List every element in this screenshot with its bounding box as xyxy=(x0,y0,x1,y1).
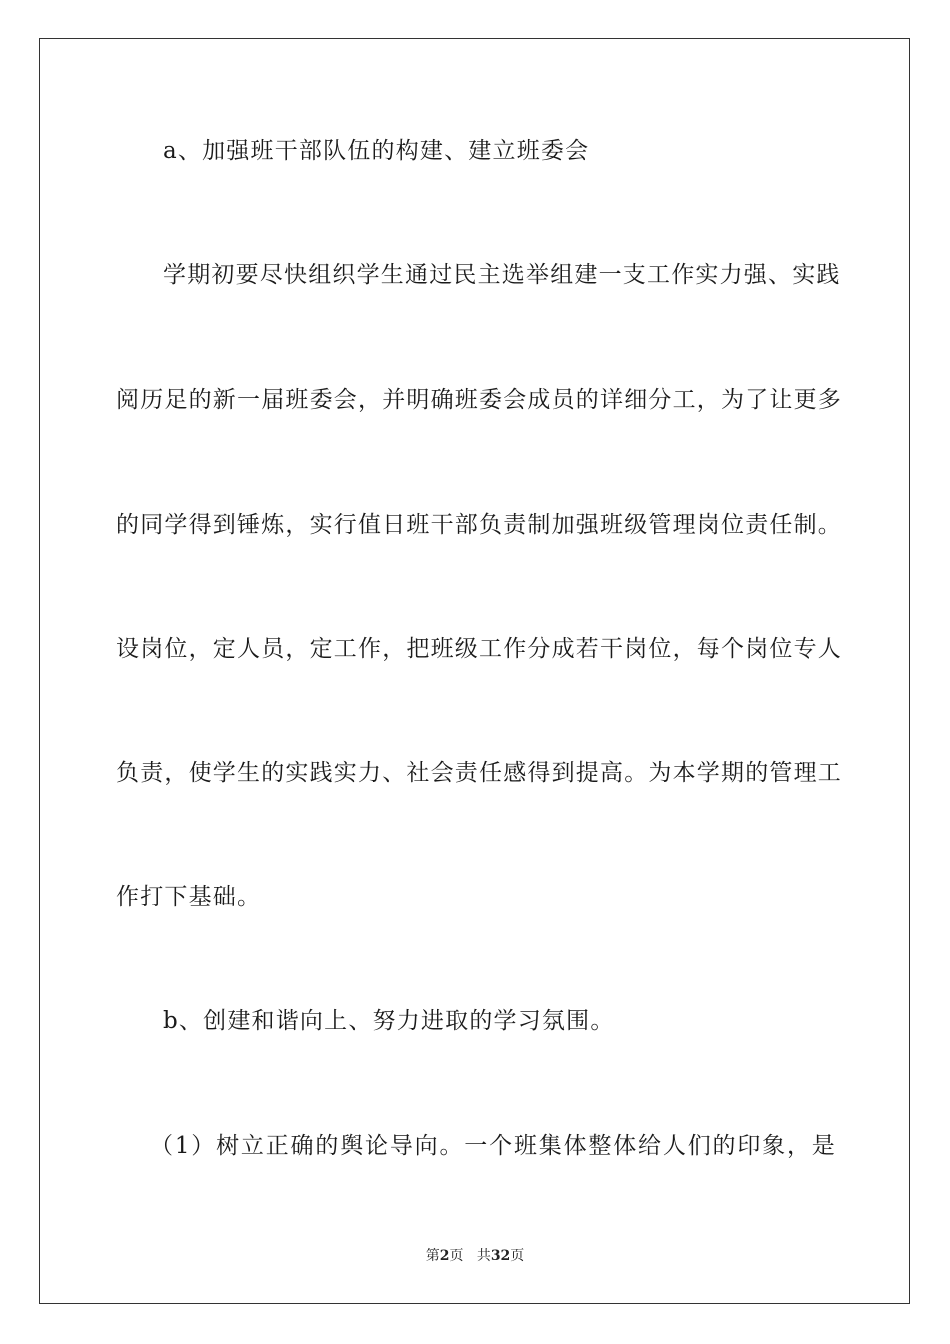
paragraph-line: 学期初要尽快组织学生通过民主选举组建一支工作实力强、实践 xyxy=(163,262,841,288)
total-prefix: 共 xyxy=(476,1248,491,1264)
paragraph-line: 阅历足的新一届班委会，并明确班委会成员的详细分工，为了让更多 xyxy=(116,387,842,413)
page-frame xyxy=(39,38,910,1304)
page-number: 2 xyxy=(439,1248,450,1264)
total-suffix: 页 xyxy=(510,1248,525,1264)
paragraph-line: （1）树立正确的舆论导向。一个班集体整体给人们的印象，是 xyxy=(150,1133,836,1159)
paragraph-line: 作打下基础。 xyxy=(116,884,262,910)
paragraph-line: 设岗位，定人员，定工作，把班级工作分成若干岗位，每个岗位专人 xyxy=(116,636,842,662)
page-suffix: 页 xyxy=(449,1248,464,1264)
heading-b: b、创建和谐向上、努力进取的学习氛围。 xyxy=(163,1008,615,1034)
heading-a: a、加强班干部队伍的构建、建立班委会 xyxy=(163,138,590,164)
page-footer xyxy=(0,1247,950,1265)
paragraph-line: 负责，使学生的实践实力、社会责任感得到提高。为本学期的管理工 xyxy=(116,760,842,786)
page-prefix: 第 xyxy=(425,1248,440,1264)
paragraph-line: 的同学得到锤炼，实行值日班干部负责制加强班级管理岗位责任制。 xyxy=(116,512,842,538)
total-pages: 32 xyxy=(490,1248,511,1264)
